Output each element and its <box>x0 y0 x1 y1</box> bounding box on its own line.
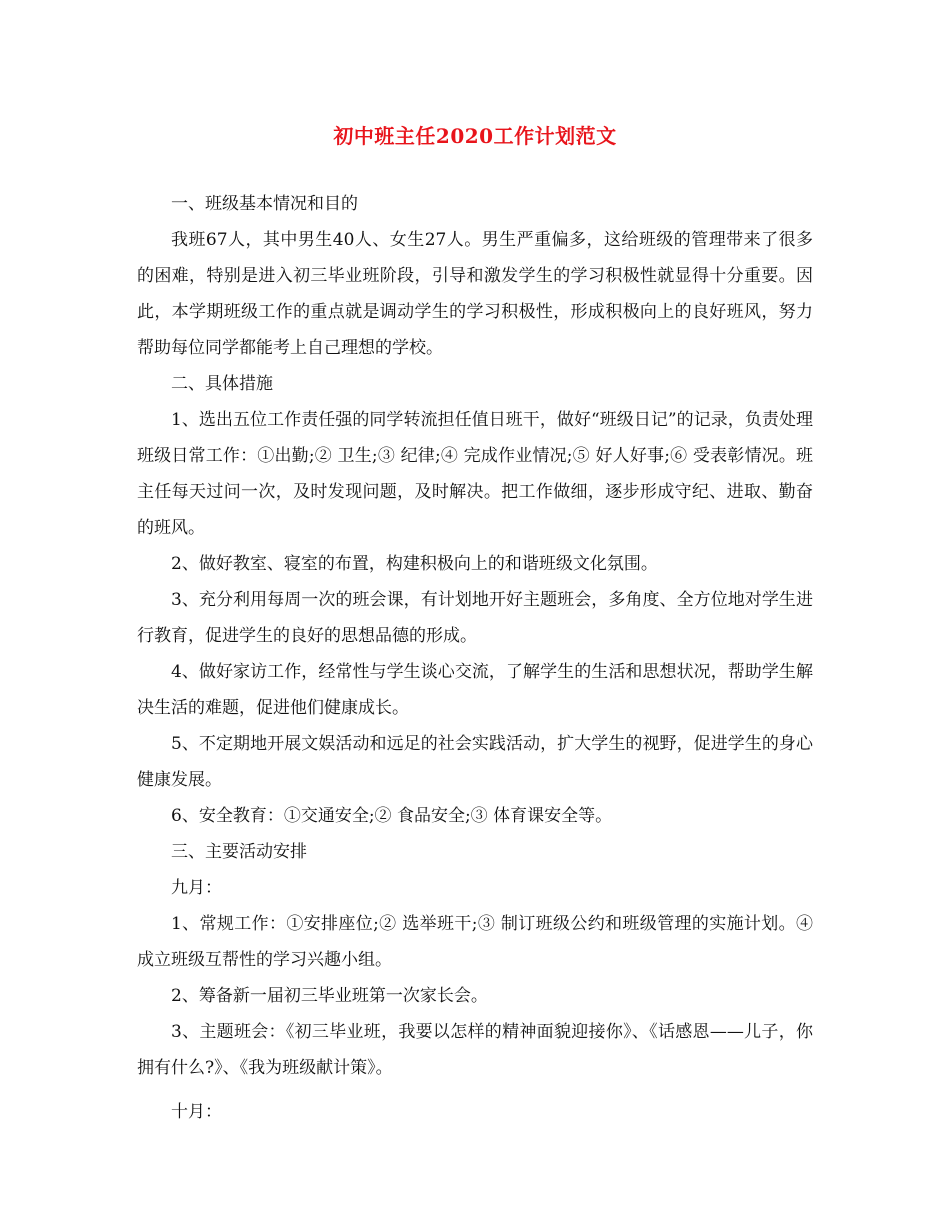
measure-item-3: 3、充分利用每周一次的班会课，有计划地开好主题班会，多角度、全方位地对学生进行教育，促进学生的良好的思想品德的形成。 <box>137 590 813 646</box>
section-heading-1: 一、班级基本情况和目的 <box>171 194 358 214</box>
section-heading-2: 二、具体措施 <box>171 374 273 394</box>
measure-item-2: 2、做好教室、寝室的布置，构建积极向上的和谐班级文化氛围。 <box>171 554 658 574</box>
month-heading-september: 九月： <box>171 878 222 898</box>
measure-item-6: 6、安全教育：①交通安全;② 食品安全;③ 体育课安全等。 <box>171 806 613 826</box>
document-body <box>137 186 813 1130</box>
section-heading-3: 三、主要活动安排 <box>171 842 307 862</box>
paragraph-class-info: 我班67人，其中男生40人、女生27人。男生严重偏多，这给班级的管理带来了很多的困难，特别是进入初三毕业班阶段，引导和激发学生的学习积极性就显得十分重要。因此，本学期班级工作的重点就是调动学生的学习积极性，形成积极向上的良好班风，努力帮助每位同学都能考上自己理想的学校。 <box>137 230 813 358</box>
measure-item-1: 1、选出五位工作责任强的同学转流担任值日班干，做好“班级日记”的记录，负责处理班级日常工作：①出勤;② 卫生;③ 纪律;④ 完成作业情况;⑤ 好人好事;⑥ 受表彰情况。班主任每天过问一次，及时发现问题，及时解决。把工作做细，逐步形成守纪、进取、勤奋的班风。 <box>137 410 813 538</box>
september-item-2: 2、筹备新一届初三毕业班第一次家长会。 <box>171 986 488 1006</box>
measure-item-5: 5、不定期地开展文娱活动和远足的社会实践活动，扩大学生的视野，促进学生的身心健康发展。 <box>137 734 813 790</box>
month-heading-october: 十月： <box>171 1102 222 1122</box>
september-item-1: 1、常规工作：①安排座位;② 选举班干;③ 制订班级公约和班级管理的实施计划。④成立班级互帮性的学习兴趣小组。 <box>137 914 813 970</box>
measure-item-4: 4、做好家访工作，经常性与学生谈心交流，了解学生的生活和思想状况，帮助学生解决生活的难题，促进他们健康成长。 <box>137 662 813 718</box>
september-item-3: 3、主题班会：《初三毕业班，我要以怎样的精神面貌迎接你》、《话感恩——儿子，你拥有什么?》、《我为班级献计策》。 <box>137 1022 813 1078</box>
document-title: 初中班主任2020工作计划范文 <box>333 124 617 148</box>
